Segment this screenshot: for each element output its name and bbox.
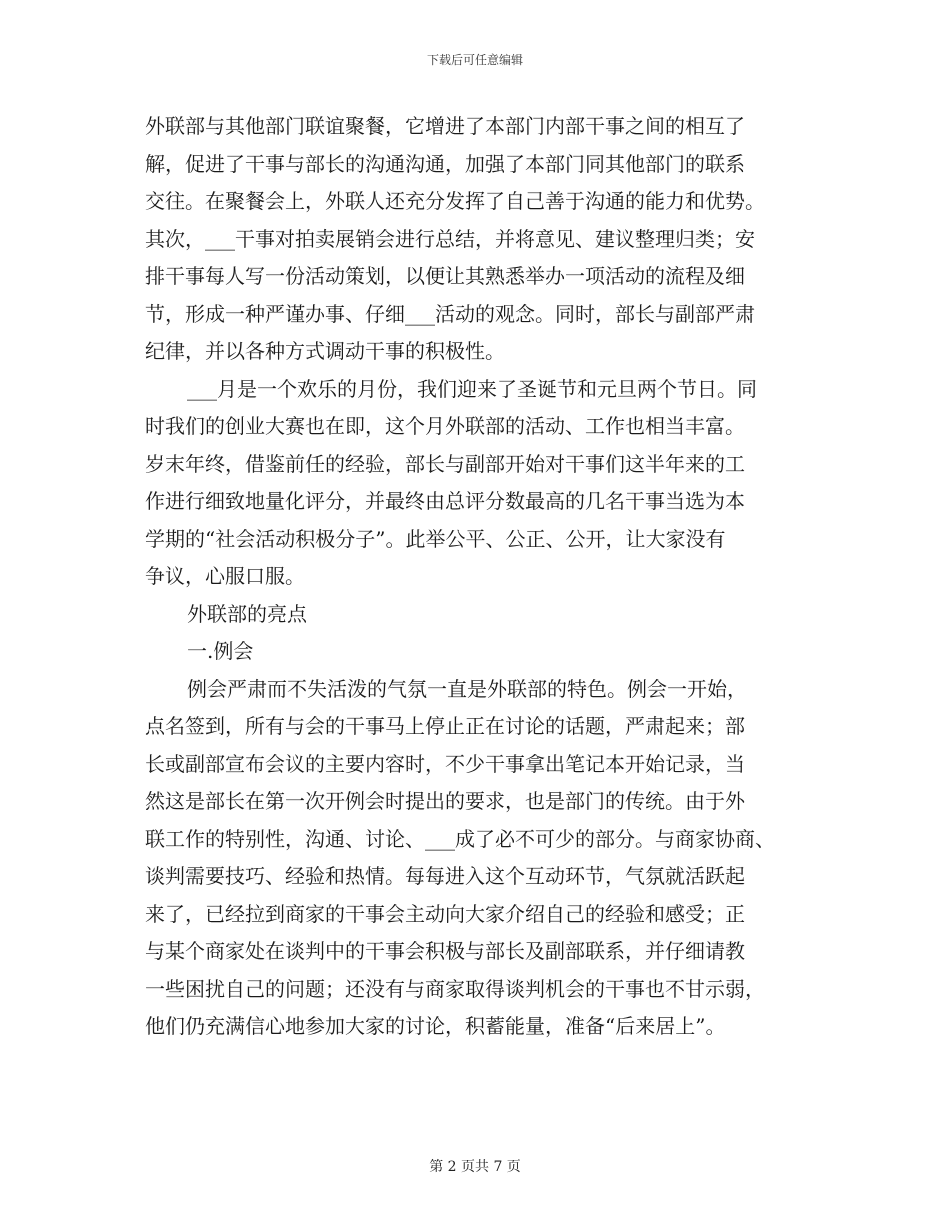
text-line: 其次，___干事对拍卖展销会进行总结，并将意见、建议整理归类；安 <box>145 226 755 251</box>
subsection-heading: 一.例会 <box>187 639 254 663</box>
text-line: 学期的“社会活动积极分子”。此举公平、公正、公开，让大家没有 <box>145 526 726 551</box>
section-heading: 外联部的亮点 <box>187 601 307 626</box>
text-line: 外联部与其他部门联谊聚餐，它增进了本部门内部干事之间的相互了 <box>145 114 745 138</box>
text-line: 解，促进了干事与部长的沟通沟通，加强了本部门同其他部门的联系 <box>145 151 745 176</box>
text-line: 排干事每人写一份活动策划，以便让其熟悉举办一项活动的流程及细 <box>145 264 745 288</box>
text-line: 与某个商家处在谈判中的干事会积极与部长及副部联系，并仔细请教 <box>145 939 745 963</box>
text-line: 然这是部长在第一次开例会时提出的要求，也是部门的传统。由于外 <box>145 789 745 813</box>
paragraph-first-line: ___月是一个欢乐的月份，我们迎来了圣诞节和元旦两个节日。同 <box>187 376 757 401</box>
text-line: 联工作的特别性，沟通、讨论、___成了必不可少的部分。与商家协商、 <box>145 826 775 851</box>
text-line: 点名签到，所有与会的干事马上停止正在讨论的话题，严肃起来；部 <box>145 714 745 738</box>
text-line: 争议，心服口服。 <box>145 564 305 588</box>
page-footer: 第 2 页共 7 页 <box>429 1159 521 1175</box>
text-line: 时我们的创业大赛也在即，这个月外联部的活动、工作也相当丰富。 <box>145 414 745 438</box>
text-line: 长或副部宣布会议的主要内容时，不少干事拿出笔记本开始记录，当 <box>145 751 745 776</box>
paragraph-first-line: 例会严肃而不失活泼的气氛一直是外联部的特色。例会一开始， <box>187 676 747 701</box>
page-header: 下载后可任意编辑 <box>426 53 523 67</box>
text-line: 交往。在聚餐会上，外联人还充分发挥了自己善于沟通的能力和优势。 <box>145 189 765 213</box>
text-line: 来了，已经拉到商家的干事会主动向大家介绍自己的经验和感受；正 <box>145 901 745 926</box>
text-line: 岁末年终，借鉴前任的经验，部长与副部开始对干事们这半年来的工 <box>145 451 745 476</box>
document-body <box>0 112 950 1050</box>
text-line: 谈判需要技巧、经验和热情。每每进入这个互动环节，气氛就活跃起 <box>145 864 745 888</box>
text-line: 他们仍充满信心地参加大家的讨论，积蓄能量，准备“后来居上”。 <box>145 1014 726 1038</box>
text-line: 作进行细致地量化评分，并最终由总评分数最高的几名干事当选为本 <box>145 489 745 513</box>
text-line: 纪律，并以各种方式调动干事的积极性。 <box>145 339 505 363</box>
text-line: 节，形成一种严谨办事、仔细___活动的观念。同时，部长与副部严肃 <box>145 301 755 326</box>
text-line: 一些困扰自己的问题；还没有与商家取得谈判机会的干事也不甘示弱， <box>145 976 765 1001</box>
